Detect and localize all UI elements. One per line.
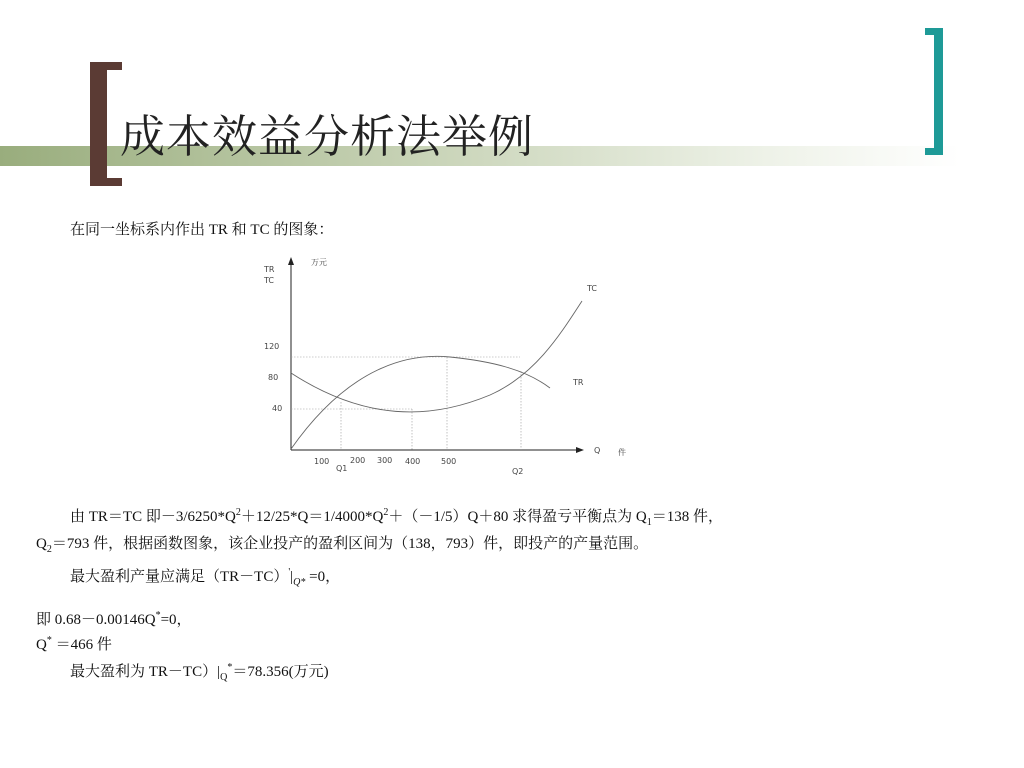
- x-marker-q2: Q2: [512, 467, 524, 476]
- eq1-part-a: 由 TR＝TC 即－3/6250*Q: [70, 509, 236, 525]
- eq6-sub-a: Q: [220, 672, 228, 683]
- eq2-part-b: ＝793 件，根据函数图象，该企业投产的盈利区间为（138，793）件，即投产的产量范围。: [51, 536, 649, 552]
- tr-tc-chart: [250, 245, 630, 485]
- eq4-part-a: 即 0.68－0.00146Q: [36, 612, 156, 628]
- y-tick-120: 120: [264, 342, 280, 351]
- x-axis-label: Q: [594, 446, 601, 455]
- equation-line-5: [36, 633, 112, 654]
- y-tick-80: 80: [268, 373, 279, 382]
- equation-line-4: [36, 608, 192, 629]
- x-tick-300: 300: [377, 456, 393, 465]
- eq5-part-b: ＝466 件: [51, 637, 112, 653]
- left-bracket-bottom: [90, 178, 122, 186]
- right-bracket-top: [925, 28, 943, 35]
- equation-line-1: [70, 505, 723, 528]
- eq3-sub-b: Q*: [293, 577, 306, 588]
- eq1-part-c: ＋（－1/5）Q＋80 求得盈亏平衡点为 Q: [388, 509, 647, 525]
- eq3-sup-a: ': [288, 567, 291, 578]
- y-axis-arrow: [288, 257, 294, 265]
- guide-lines: [291, 357, 521, 450]
- x-unit-label: 件: [618, 448, 626, 457]
- y-axis-label-tr: TR: [264, 265, 275, 274]
- eq6-part-a: 最大盈利为 TR－TC）|: [70, 664, 221, 680]
- eq2-part-a: Q: [36, 536, 47, 552]
- eq1-part-b: ＋12/25*Q＝1/4000*Q: [240, 509, 384, 525]
- x-tick-500: 500: [441, 457, 457, 466]
- eq3-part-b: |: [290, 569, 294, 585]
- eq5-part-a: Q: [36, 637, 47, 653]
- eq4-part-b: =0，: [160, 612, 192, 628]
- x-axis-arrow: [576, 447, 584, 453]
- eq6-part-b: ＝78.356(万元): [232, 664, 329, 680]
- equation-line-2: [36, 532, 648, 555]
- equation-line-3: [70, 565, 340, 588]
- x-tick-100: 100: [314, 457, 330, 466]
- eq6-sup-a: *: [227, 662, 233, 673]
- x-marker-q1: Q1: [336, 464, 348, 473]
- eq4-sup-a: *: [155, 610, 161, 621]
- left-bracket: [90, 62, 107, 186]
- x-tick-200: 200: [350, 456, 366, 465]
- series-label-tc: TC: [587, 284, 598, 293]
- eq3-part-a: 最大盈利产量应满足（TR－TC）: [70, 569, 289, 585]
- eq1-sup-a: 2: [235, 507, 241, 518]
- y-axis-label-tc: TC: [264, 276, 275, 285]
- eq3-part-c: =0，: [305, 569, 341, 585]
- intro-text: 在同一坐标系内作出 TR 和 TC 的图象：: [70, 222, 334, 238]
- slide-title: 成本效益分析法举例: [120, 110, 535, 163]
- series-label-tr: TR: [573, 378, 584, 387]
- tr-curve: [291, 356, 550, 449]
- x-tick-400: 400: [405, 457, 421, 466]
- eq2-sub-a: 2: [46, 544, 52, 555]
- equation-line-6: [70, 660, 329, 683]
- y-tick-40: 40: [272, 404, 283, 413]
- eq5-sup-a: *: [46, 635, 52, 646]
- eq1-sub-c: 1: [646, 517, 652, 528]
- eq1-sup-b: 2: [383, 507, 389, 518]
- right-bracket: [934, 28, 943, 155]
- right-bracket-bottom: [925, 148, 943, 155]
- eq1-part-d: ＝138 件，: [651, 509, 723, 525]
- y-unit-label: 万元: [311, 258, 327, 267]
- left-bracket-top: [90, 62, 122, 70]
